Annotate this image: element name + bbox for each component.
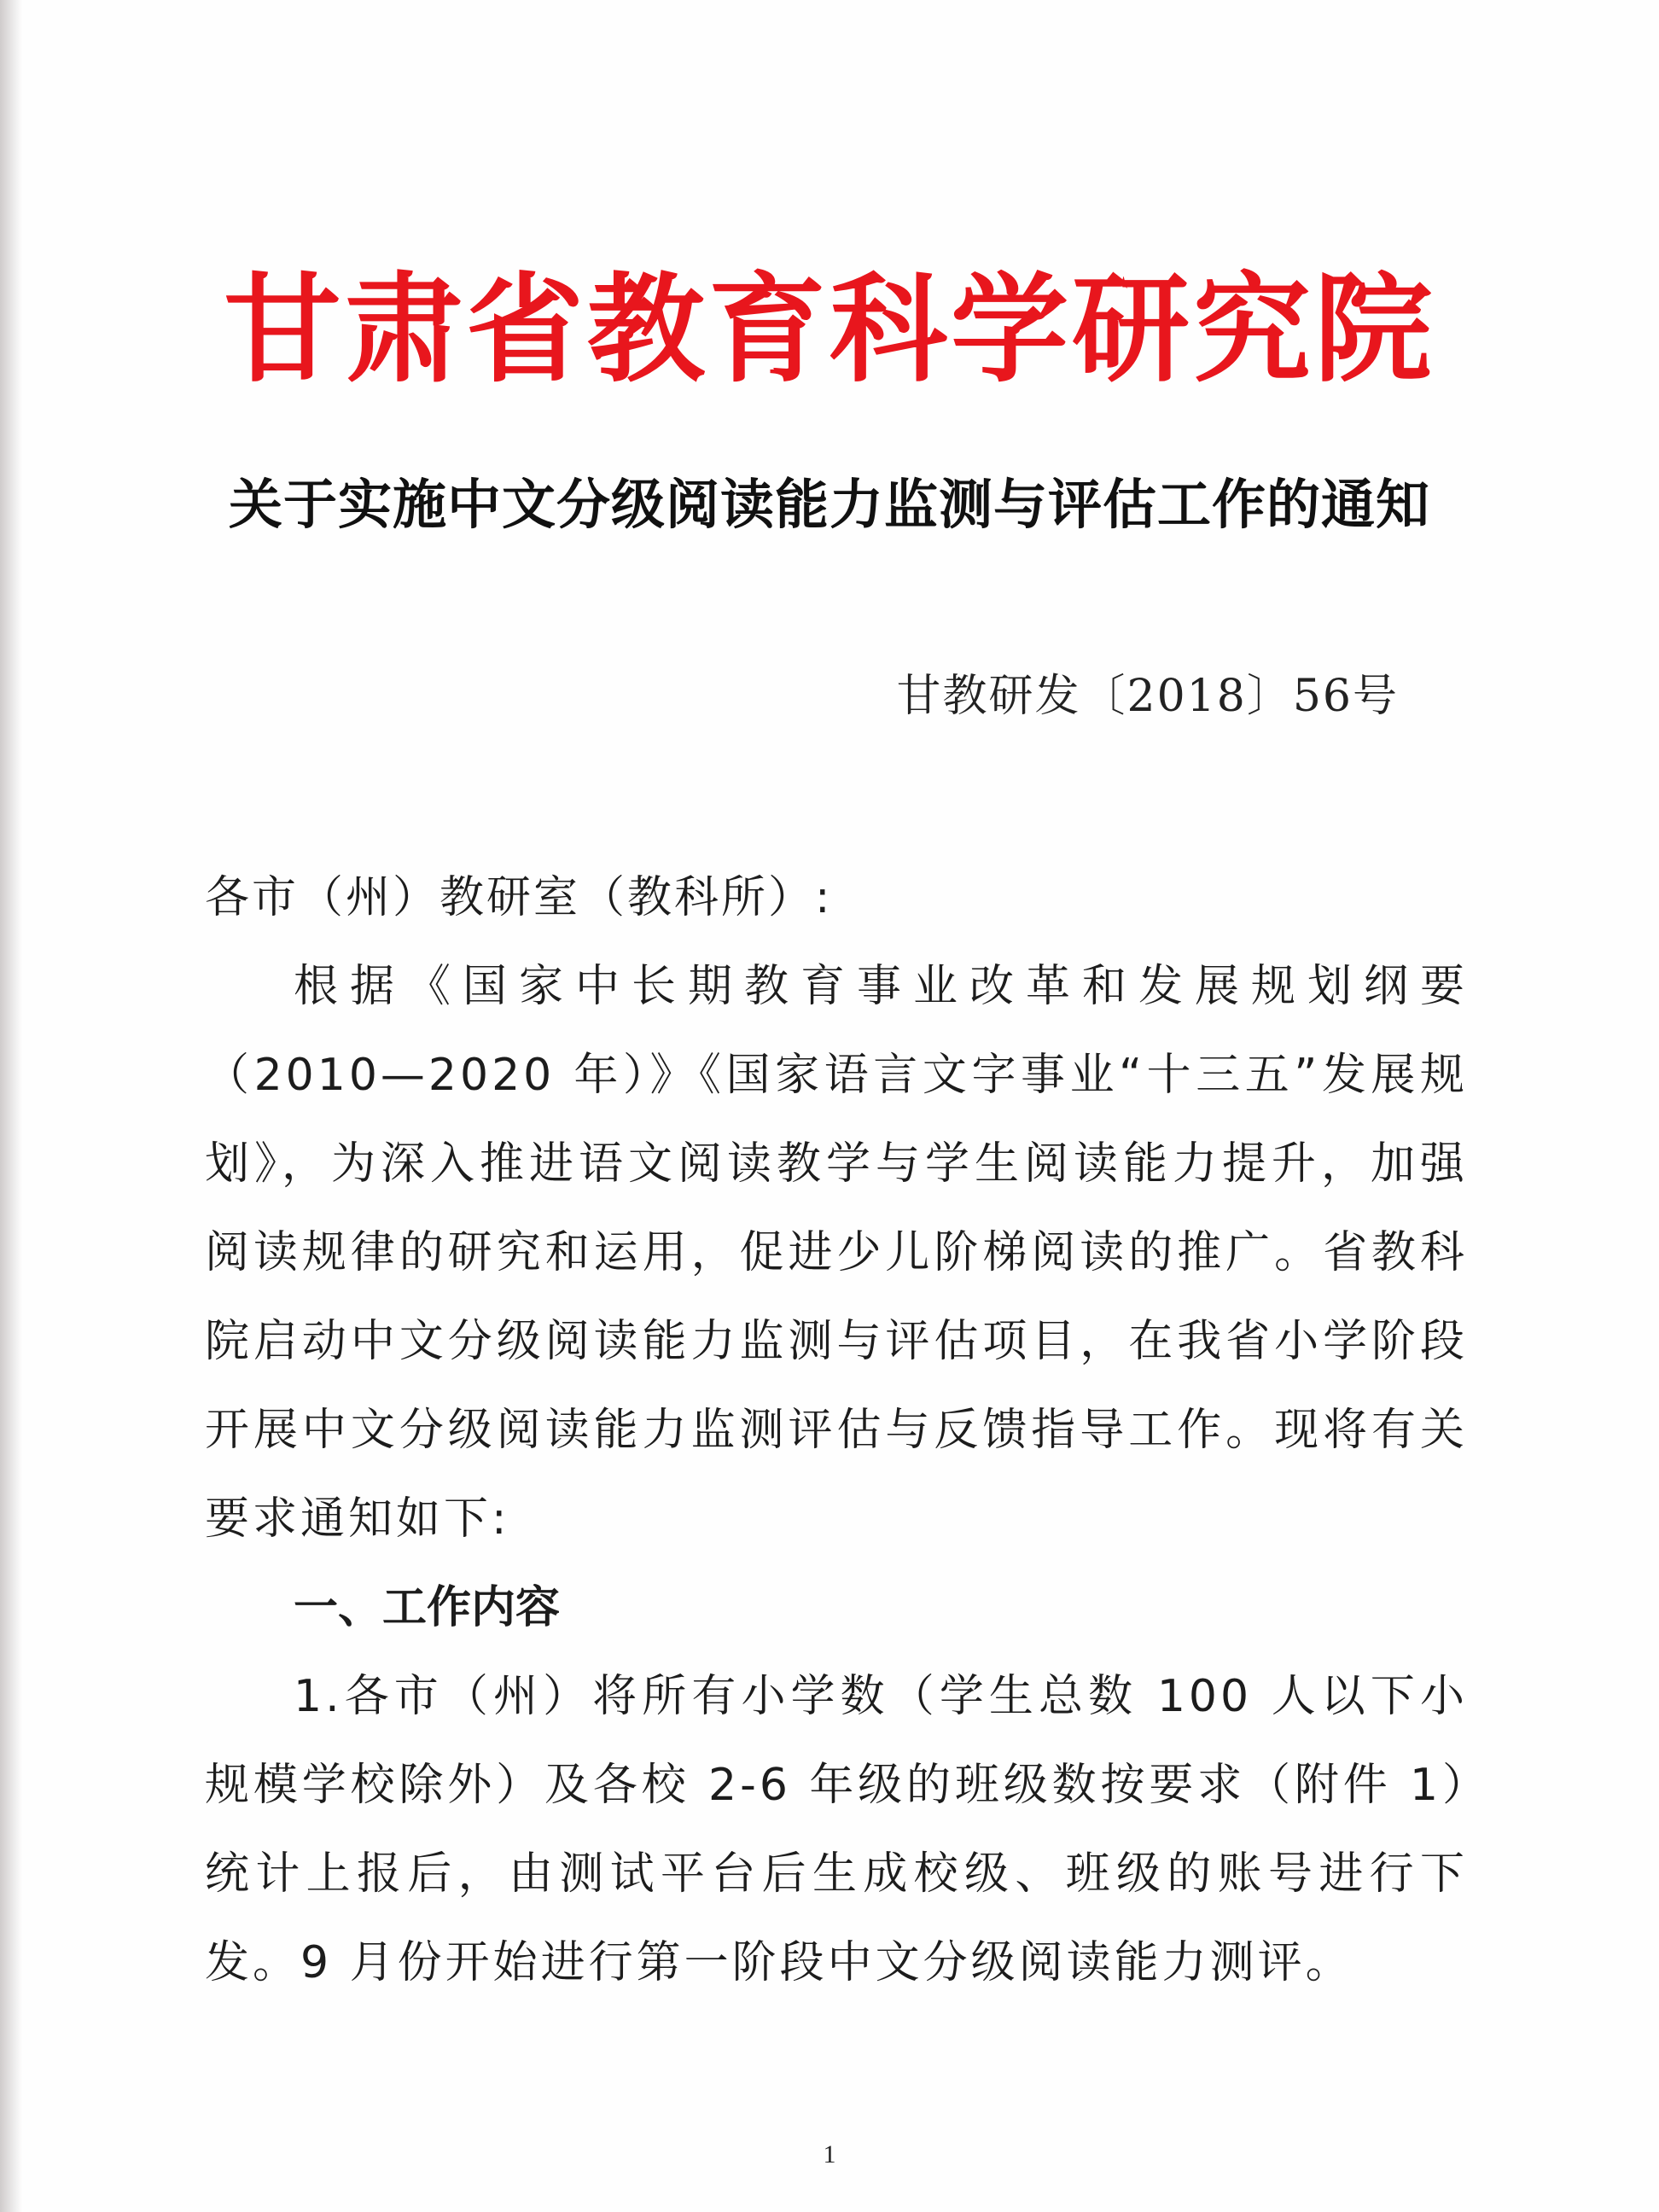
document-body [205, 853, 1468, 2007]
section-heading-work-content: 一、工作内容 [294, 1582, 561, 1633]
work-content-item-1: 1.各市（州）将所有小学数（学生总数 100 人以下小规模学校除外）及各校 2-6 年级的班级数按要求（附件 1）统计上报后，由测试平台后生成校级、班级的账号进行下发。9 月份开始进行第一阶段中文分级阅读能力测评。 [205, 1671, 1468, 1988]
document-number: 甘教研发〔2018〕56号 [896, 671, 1399, 722]
organization-title: 甘肃省教育科学研究院 [223, 261, 1435, 399]
page-number: 1 [823, 2140, 836, 2168]
intro-paragraph: 根据《国家中长期教育事业改革和发展规划纲要（2010—2020 年）》《国家语言文字事业“十三五”发展规划》，为深入推进语文阅读教学与学生阅读能力提升，加强阅读规律的研究和运用，促进少儿阶梯阅读的推广。省教科院启动中文分级阅读能力监测与评估项目，在我省小学阶段开展中文分级阅读能力监测评估与反馈指导工作。现将有关要求通知如下: [205, 961, 1468, 1545]
document-title: 关于实施中文分级阅读能力监测与评估工作的通知 [229, 473, 1430, 536]
salutation: 各市（州）教研室（教科所）: [205, 872, 833, 923]
